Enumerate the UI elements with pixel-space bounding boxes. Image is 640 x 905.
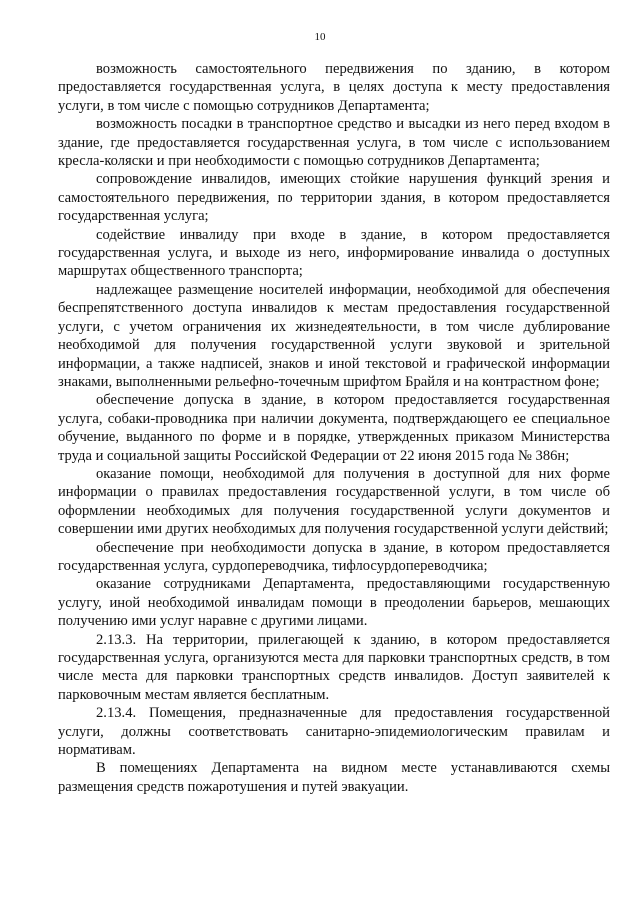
paragraph-interpreter-access: обеспечение при необходимости допуска в здание, в котором предоставляется государственная услуга, сурдопереводчика, тифлосурдопереводчика; — [58, 539, 610, 574]
paragraph-entry-assistance: содействие инвалиду при входе в здание, в котором предоставляется государственная услуга, и выходе из него, информирование инвалида о доступных маршрутах общественного транспорта; — [58, 226, 610, 280]
paragraph-guide-dog-access: обеспечение допуска в здание, в котором предоставляется государственная услуга, собаки-проводника при наличии документа, подтверждающего ее специальное обучение, выданного по форме и в порядке, утвержденных приказом Министерства труда и социальной защиты Российской Федерации от 22 июня 2015 года № 386н; — [58, 392, 610, 464]
paragraph-information-placement: надлежащее размещение носителей информации, необходимой для обеспечения беспрепятственного доступа инвалидов к местам предоставления государственной услуги, с учетом ограничения их жизнедеятельности, в том числе дублирование необходимой для получения государственной услуги звуковой и зрительной информации, а также надписей, знаков и иной текстовой и графической информации знаками, выполненными рельефно-точечным шрифтом Брайля и на контрастном фоне; — [58, 281, 610, 390]
page-number: 10 — [314, 31, 326, 43]
paragraph-independent-movement: возможность самостоятельного передвижения по зданию, в котором предоставляется государственная услуга, в целях доступа к месту предоставления услуги, в том числе с помощью сотрудников Департамента; — [58, 61, 610, 114]
paragraph-information-help: оказание помощи, необходимой для получения в доступной для них форме информации о правилах предоставления государственной услуги, в том числе об оформлении необходимых для получения государственной услуги документов и совершении ими других необходимых для получения государственной услуги действий; — [58, 465, 610, 538]
paragraph-staff-assistance: оказание сотрудниками Департамента, предоставляющими государственную услугу, иной необходимой инвалидам помощи в преодолении барьеров, мешающих получению ими услуг наравне с другими лицами. — [58, 576, 610, 630]
paragraph-evacuation-schemes: В помещениях Департамента на видном месте устанавливаются схемы размещения средств пожаротушения и путей эвакуации. — [58, 760, 610, 795]
paragraph-vehicle-boarding: возможность посадки в транспортное средство и высадки из него перед входом в здание, где предоставляется государственная услуга, в том числе с использованием кресла-коляски и при необходимости с помощью сотрудников Департамента; — [58, 116, 610, 170]
document-body — [58, 60, 610, 796]
paragraph-premises-requirements: 2.13.4. Помещения, предназначенные для предоставления государственной услуги, должны соответствовать санитарно-эпидемиологическим правилам и нормативам. — [58, 705, 610, 759]
paragraph-parking: 2.13.3. На территории, прилегающей к зданию, в котором предоставляется государственная услуга, организуются места для парковки транспортных средств, в том числе места для парковки транспортных средств инвалидов. Доступ заявителей к парковочным местам является бесплатным. — [58, 631, 610, 703]
paragraph-escort: сопровождение инвалидов, имеющих стойкие нарушения функций зрения и самостоятельного передвижения, по территории здания, в котором предоставляется государственная услуга; — [58, 171, 610, 225]
